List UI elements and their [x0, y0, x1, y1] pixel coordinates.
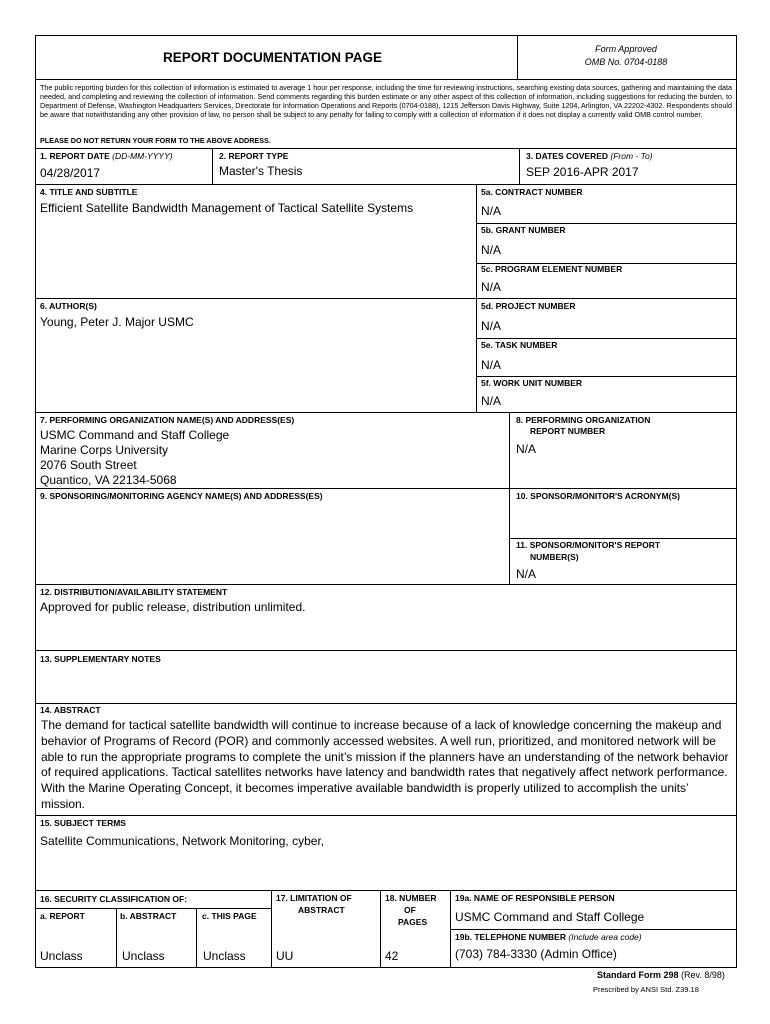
rule-header	[36, 79, 736, 80]
rule-19a	[450, 929, 736, 930]
security-abstract-label: b. ABSTRACT	[120, 911, 177, 921]
burden-do-not-return: PLEASE DO NOT RETURN YOUR FORM TO THE ABOVE ADDRESS.	[40, 136, 271, 145]
responsible-person-value[interactable]: USMC Command and Staff College	[455, 910, 645, 924]
title-value[interactable]: Efficient Satellite Bandwidth Management of Tactical Satellite Systems	[40, 201, 414, 215]
vrule-header	[517, 36, 518, 79]
telephone-label: 19b. TELEPHONE NUMBER (Include area code)	[455, 932, 642, 942]
work-unit-label: 5f. WORK UNIT NUMBER	[481, 378, 583, 388]
performing-org-label: 7. PERFORMING ORGANIZATION NAME(S) AND ADDRESS(ES)	[40, 415, 295, 425]
rule-distribution	[36, 584, 736, 585]
rule-burden	[36, 148, 736, 149]
security-abstract-value[interactable]: Unclass	[122, 949, 165, 963]
task-number-value[interactable]: N/A	[481, 358, 502, 372]
telephone-value[interactable]: (703) 784-3330 (Admin Office)	[455, 947, 617, 961]
omb-number: OMB No. 0704-0188	[584, 57, 668, 67]
program-element-label: 5c. PROGRAM ELEMENT NUMBER	[481, 264, 623, 274]
security-report-value[interactable]: Unclass	[40, 949, 83, 963]
contract-number-label: 5a. CONTRACT NUMBER	[481, 187, 583, 197]
work-unit-value[interactable]: N/A	[481, 394, 502, 408]
vrule-19	[450, 890, 451, 967]
subject-terms-label: 15. SUBJECT TERMS	[40, 818, 126, 828]
title-label: 4. TITLE AND SUBTITLE	[40, 187, 138, 197]
abstract-label: 14. ABSTRACT	[40, 705, 101, 715]
limitation-value[interactable]: UU	[276, 949, 294, 963]
supplementary-notes-label: 13. SUPPLEMENTARY NOTES	[40, 654, 161, 664]
burden-statement: The public reporting burden for this collection of information is estimated to average 1 hour per response, including the time for reviewing instructions, searching existing data sources, gathering and maintaining the data needed, and completing and reviewing the collection of information. Send comments regarding this burden estimate or any other aspect of this collection of information, including suggestions for reducing the burden, to Department of Defense, Washington Headquarters Services, Directorate for Information Operations and Reports (0704-0188), 1215 Jefferson Davis Highway, Suite 1204, Arlington, VA 22202-4302. Respondents should be aware that notwithstanding any other provision of law, no person shall be subject to any penalty for failing to comply with a collection of information if it does not display a currently valid OMB control number.	[40, 83, 732, 120]
page-title: REPORT DOCUMENTATION PAGE	[163, 50, 382, 65]
distribution-value[interactable]: Approved for public release, distribution unlimited.	[40, 600, 306, 614]
sponsor-acronym-label: 10. SPONSOR/MONITOR'S ACRONYM(S)	[516, 491, 681, 501]
author-value[interactable]: Young, Peter J. Major USMC	[40, 315, 194, 329]
project-number-value[interactable]: N/A	[481, 319, 502, 333]
sponsoring-agency-label: 9. SPONSORING/MONITORING AGENCY NAME(S) AND ADDRESS(ES)	[40, 491, 323, 501]
vrule-1-2	[212, 148, 213, 184]
project-number-label: 5d. PROJECT NUMBER	[481, 301, 576, 311]
vrule-2-3	[519, 148, 520, 184]
distribution-label: 12. DISTRIBUTION/AVAILABILITY STATEMENT	[40, 587, 228, 597]
rule-row1	[36, 184, 736, 185]
report-date-label: 1. REPORT DATE (DD-MM-YYYY)	[40, 151, 173, 161]
vrule-5	[476, 184, 477, 412]
performing-org-line[interactable]: Quantico, VA 22134-5068	[40, 473, 177, 487]
limitation-label-2: ABSTRACT	[298, 905, 345, 915]
rule-security-sub	[36, 908, 271, 909]
rule-security	[36, 890, 736, 891]
report-documentation-form	[35, 35, 737, 968]
rule-sponsor	[36, 488, 736, 489]
rule-acronym	[509, 538, 736, 539]
vrule-16a	[116, 908, 117, 967]
rule-5a	[476, 223, 736, 224]
grant-number-label: 5b. GRANT NUMBER	[481, 225, 566, 235]
page-count-label-2: OF	[404, 905, 416, 915]
dates-covered-label: 3. DATES COVERED (From - To)	[526, 151, 653, 161]
prescribed-footer: Prescribed by ANSI Std. Z39.18	[593, 985, 699, 994]
vrule-16b	[196, 908, 197, 967]
performing-org-line[interactable]: USMC Command and Staff College	[40, 428, 230, 442]
rule-5e	[476, 376, 736, 377]
author-label: 6. AUTHOR(S)	[40, 301, 97, 311]
sponsor-report-label-2: NUMBER(S)	[530, 552, 579, 562]
security-classification-label: 16. SECURITY CLASSIFICATION OF:	[40, 894, 188, 904]
report-type-value[interactable]: Master's Thesis	[219, 164, 303, 178]
rule-perf	[36, 412, 736, 413]
report-date-value[interactable]: 04/28/2017	[40, 166, 101, 180]
performing-report-label: 8. PERFORMING ORGANIZATION	[516, 415, 651, 425]
rule-abstract	[36, 703, 736, 704]
standard-form-footer: Standard Form 298 (Rev. 8/98)	[597, 970, 725, 980]
report-type-label: 2. REPORT TYPE	[219, 151, 289, 161]
security-page-value[interactable]: Unclass	[203, 949, 246, 963]
program-element-value[interactable]: N/A	[481, 280, 502, 294]
performing-report-value[interactable]: N/A	[516, 442, 537, 456]
form-approved: Form Approved	[595, 44, 657, 54]
responsible-person-label: 19a. NAME OF RESPONSIBLE PERSON	[455, 893, 615, 903]
subject-terms-value[interactable]: Satellite Communications, Network Monitoring, cyber,	[40, 834, 325, 848]
rule-supplementary	[36, 650, 736, 651]
vrule-18	[380, 890, 381, 967]
page-count-label-3: PAGES	[398, 917, 428, 927]
sponsor-report-value[interactable]: N/A	[516, 567, 537, 581]
abstract-text[interactable]: The demand for tactical satellite bandwidth will continue to increase because of a lack of knowledge concerning the makeup and behavior of Programs of Record (POR) and commonly accessed websites. A well run, prioritized, and monitored network will be able to run the appropriate programs to complete the unit’s mission if the planners have an understanding of the network behavior of required applications. Tactical satellites networks have latency and bandwidth rates that negatively affect network performance. With the Marine Operating Concept, it becomes imperative available bandwidth is properly utilized to accomplish the units’ mission.	[41, 718, 729, 812]
performing-org-line[interactable]: Marine Corps University	[40, 443, 169, 457]
task-number-label: 5e. TASK NUMBER	[481, 340, 558, 350]
sponsor-report-label: 11. SPONSOR/MONITOR'S REPORT	[516, 540, 661, 550]
rule-subject	[36, 815, 736, 816]
page-count-label: 18. NUMBER	[385, 893, 437, 903]
rule-5d	[476, 338, 736, 339]
limitation-label: 17. LIMITATION OF	[276, 893, 352, 903]
performing-report-label-2: REPORT NUMBER	[530, 426, 606, 436]
grant-number-value[interactable]: N/A	[481, 243, 502, 257]
performing-org-line[interactable]: 2076 South Street	[40, 458, 137, 472]
security-page-label: c. THIS PAGE	[202, 911, 257, 921]
vrule-17	[271, 890, 272, 967]
page-count-value[interactable]: 42	[385, 949, 399, 963]
contract-number-value[interactable]: N/A	[481, 204, 502, 218]
vrule-8	[509, 412, 510, 584]
rule-author	[36, 298, 736, 299]
security-report-label: a. REPORT	[40, 911, 85, 921]
dates-covered-value[interactable]: SEP 2016-APR 2017	[526, 165, 639, 179]
